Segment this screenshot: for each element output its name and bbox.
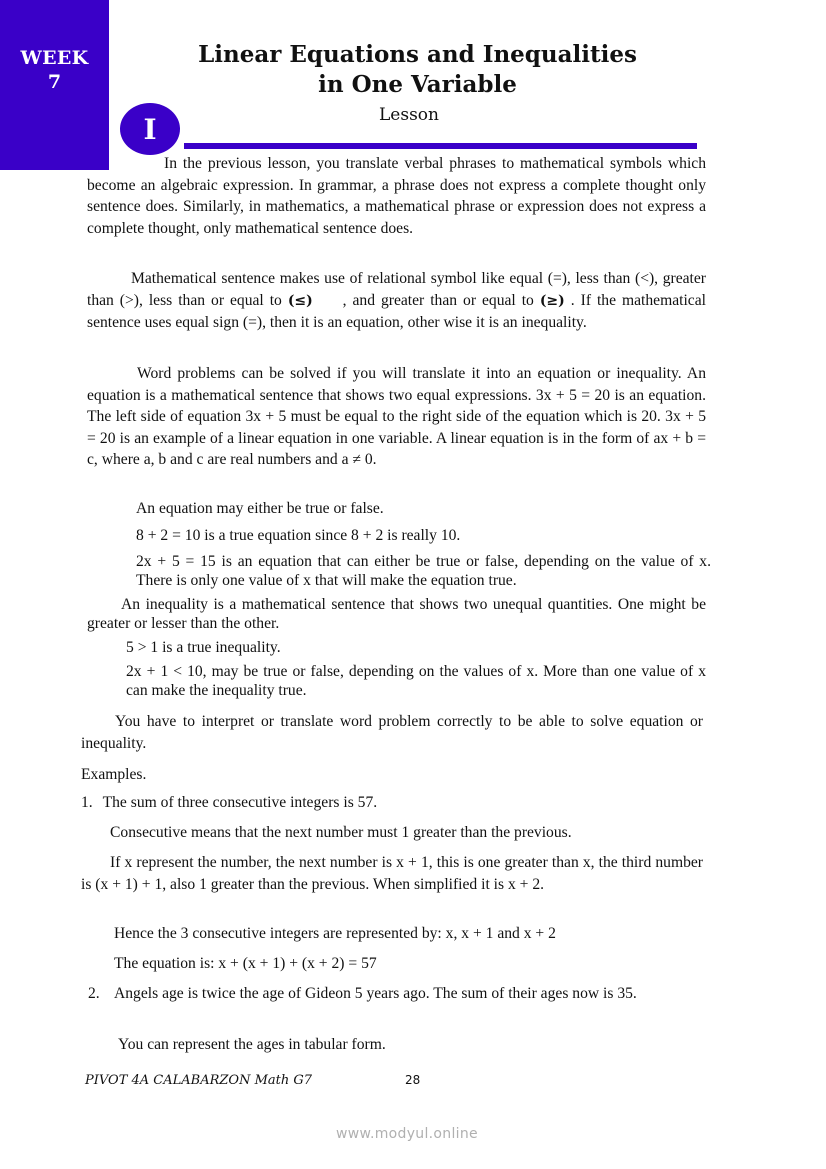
page-subtitle: Lesson bbox=[379, 105, 439, 125]
example-2 bbox=[88, 983, 706, 1005]
example-1-explanation: If x represent the number, the next number is x + 1, this is one greater than x, the third number is (x + 1) + 1, also 1 greater than the previous. When simplified it is x + 2. bbox=[81, 854, 703, 893]
example-2-text: Angels age is twice the age of Gideon 5 years ago. The sum of their ages now is 35. bbox=[114, 985, 637, 1002]
word-problems-paragraph: Word problems can be solved if you will translate it into an equation or inequality. An equation is a mathematical sentence that shows two equal expressions. 3x + 5 = 20 is an equation. The left side of equation 3x + 5 must be equal to the right side of the equation which is 20. 3x + 5 = 20 is an example of a linear equation in one variable. A linear equation is in the form of ax + b = c, where a, b and c are real numbers and a ≠ 0. bbox=[87, 365, 706, 468]
p2-part-b: , and greater than or equal to bbox=[342, 291, 534, 309]
example-1-equation: The equation is: x + (x + 1) + (x + 2) = 57 bbox=[114, 955, 377, 972]
week-label: WEEK bbox=[20, 47, 89, 69]
equation-example-true: 8 + 2 = 10 is a true equation since 8 + 2 is really 10. bbox=[136, 527, 461, 544]
header-divider bbox=[184, 143, 697, 149]
example-1-representation: Hence the 3 consecutive integers are represented by: x, x + 1 and x + 2 bbox=[114, 925, 556, 942]
greater-equal-symbol: (≥) bbox=[539, 292, 565, 309]
section-letter-badge: I bbox=[120, 103, 180, 155]
example-1-number: 1. bbox=[81, 794, 93, 811]
inequality-paragraph: An inequality is a mathematical sentence that shows two unequal quantities. One might be greater or lesser than the other. bbox=[87, 596, 706, 632]
examples-label: Examples. bbox=[81, 766, 147, 783]
example-1-consecutive: Consecutive means that the next number must 1 greater than the previous. bbox=[110, 824, 572, 841]
less-equal-symbol: (≤) bbox=[287, 292, 313, 309]
week-badge bbox=[0, 0, 109, 170]
equation-example-variable: 2x + 5 = 15 is an equation that can either be true or false, depending on the value of x. There is only one value of x that will make the equation true. bbox=[136, 553, 711, 589]
p2-part-a: Mathematical sentence makes use of relational symbol like equal (=), less than (<), greater than (>), less than or equal to bbox=[87, 270, 706, 309]
watermark-link: www.modyul.online bbox=[336, 1126, 478, 1142]
footer-source: PIVOT 4A CALABARZON Math G7 bbox=[85, 1073, 313, 1088]
intro-paragraph: In the previous lesson, you translate verbal phrases to mathematical symbols which become an algebraic expression. In grammar, a phrase does not express a complete thought only sentence does. Similarly, in mathematics, a mathematical phrase or expression does not express a complete thought, only mathematical sentence does. bbox=[87, 155, 706, 237]
example-1-text: The sum of three consecutive integers is 57. bbox=[102, 794, 378, 811]
equation-true-false: An equation may either be true or false. bbox=[136, 500, 384, 517]
example-2-tabular: You can represent the ages in tabular form. bbox=[118, 1036, 386, 1053]
example-2-number: 2. bbox=[88, 985, 100, 1002]
title-line-2: in One Variable bbox=[318, 71, 517, 98]
inequality-example-variable: 2x + 1 < 10, may be true or false, depending on the values of x. More than one value of x can make the inequality true. bbox=[126, 663, 706, 699]
example-1 bbox=[81, 792, 703, 814]
relational-symbols-paragraph bbox=[87, 268, 706, 334]
p2-part-c: . If the mathematical sentence uses equal sign (=), then it is an equation, other wise it is an inequality. bbox=[87, 291, 706, 331]
page-title bbox=[160, 40, 675, 100]
week-number: 7 bbox=[47, 71, 62, 93]
interpret-paragraph: You have to interpret or translate word problem correctly to be able to solve equation or inequality. bbox=[81, 713, 703, 752]
title-line-1: Linear Equations and Inequalities bbox=[198, 41, 637, 68]
page-number: 28 bbox=[405, 1073, 421, 1087]
inequality-example-true: 5 > 1 is a true inequality. bbox=[126, 639, 281, 656]
